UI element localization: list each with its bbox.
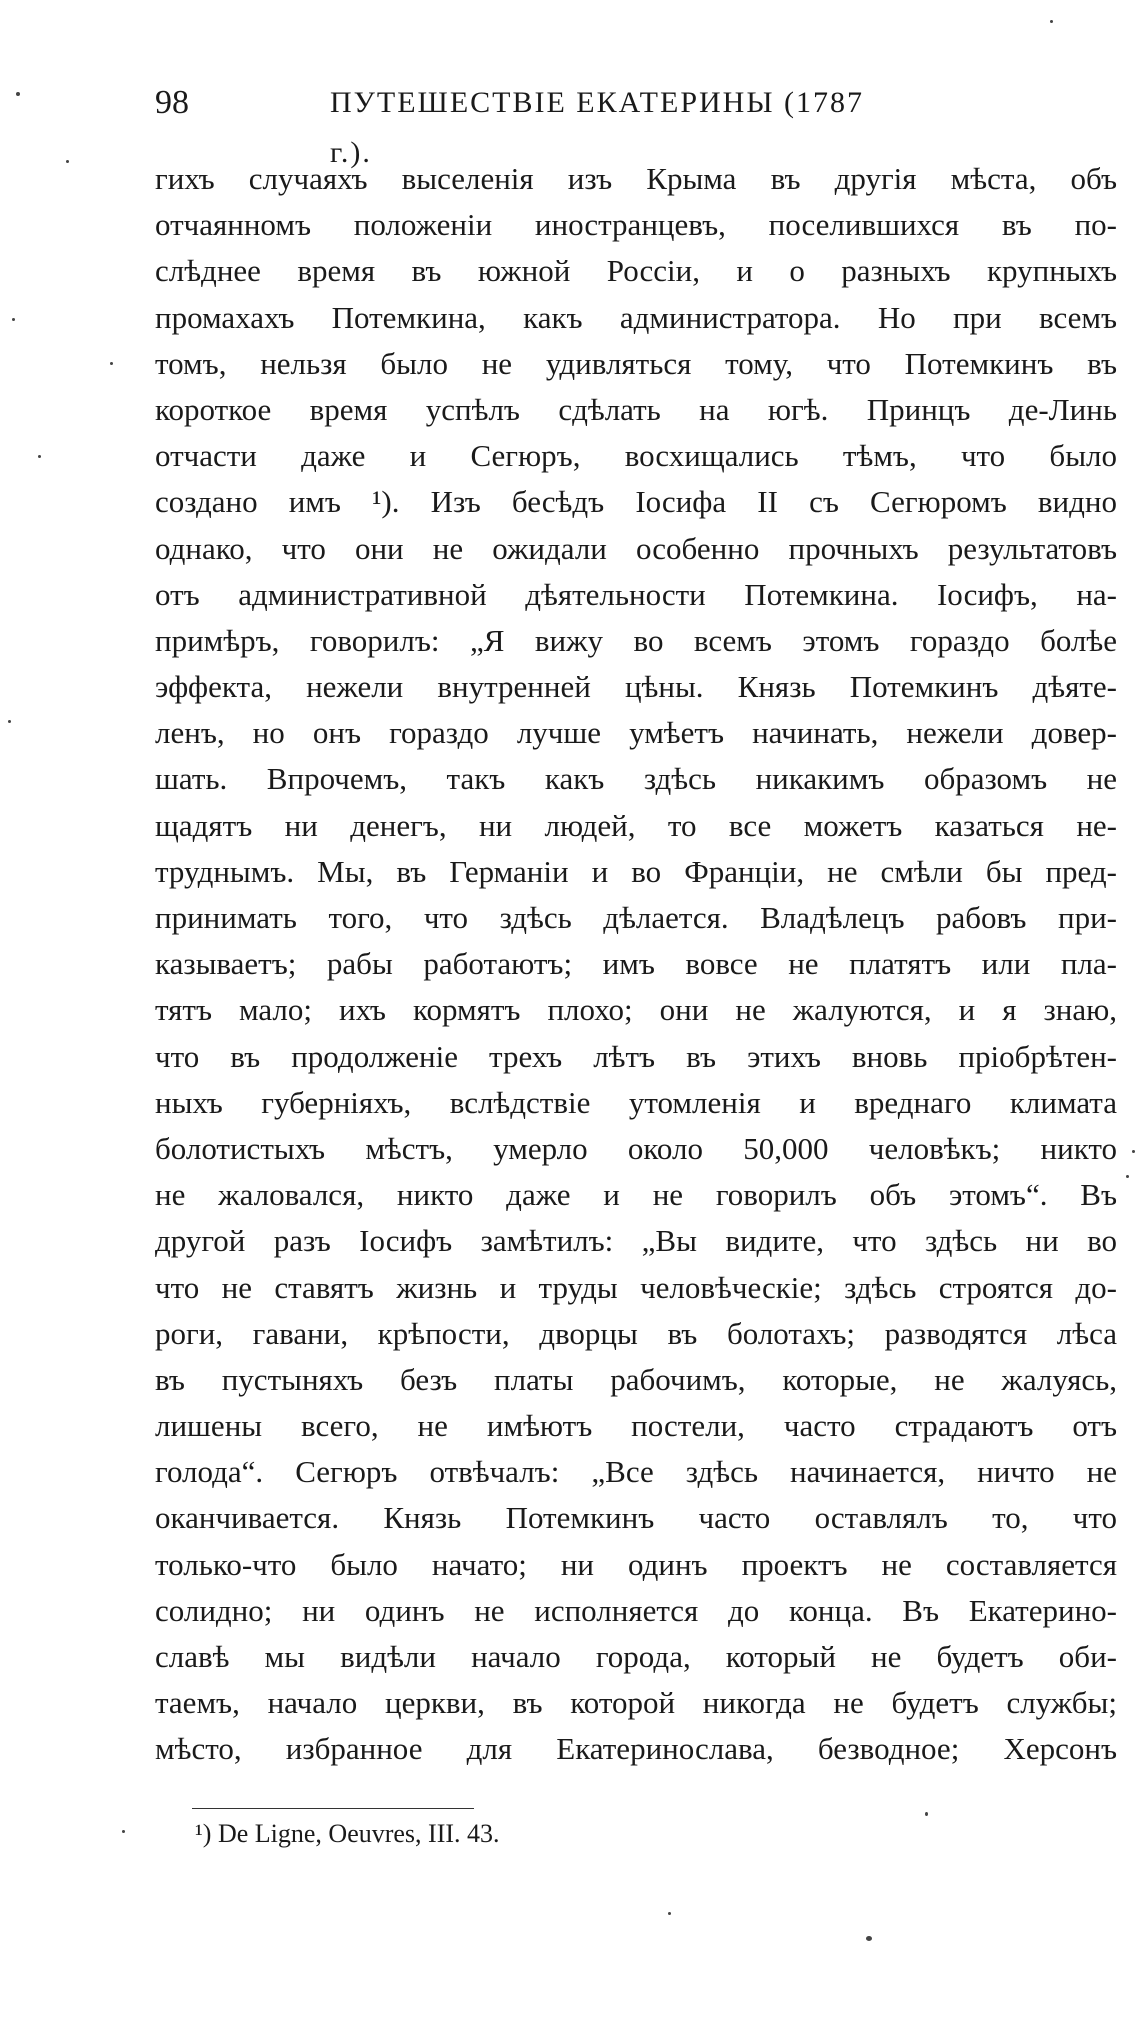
text-line: томъ, нельзя было не удивляться тому, что Потемкинъ въ <box>155 345 1117 381</box>
text-line: принимать того, что здѣсь дѣлается. Владѣлецъ рабовъ при- <box>155 900 1117 935</box>
text-line: слѣднее время въ южной Россіи, и о разныхъ крупныхъ <box>155 253 1117 289</box>
text-line: создано имъ ¹). Изъ бесѣдъ Іосифа II съ Сегюромъ видно <box>155 484 1117 520</box>
scan-speck <box>16 92 20 96</box>
footnote-rule <box>192 1808 474 1809</box>
body-text <box>155 156 1117 1773</box>
text-line: труднымъ. Мы, въ Германіи и во Франціи, не смѣли бы пред- <box>155 853 1117 889</box>
text-line: эффекта, нежели внутренней цѣны. Князь Потемкинъ дѣяте- <box>155 669 1117 705</box>
running-head <box>155 78 915 169</box>
scan-speck <box>66 160 69 163</box>
text-line: въ пустыняхъ безъ платы рабочимъ, которые, не жалуясь, <box>155 1361 1117 1397</box>
text-line: голода“. Сегюръ отвѣчалъ: „Все здѣсь начинается, ничто не <box>155 1454 1117 1490</box>
text-line: гихъ случаяхъ выселенія изъ Крыма въ другія мѣста, объ <box>155 161 1117 196</box>
scan-speck <box>12 318 15 321</box>
text-line: однако, что они не ожидали особенно прочныхъ результатовъ <box>155 530 1117 566</box>
scan-speck <box>8 720 11 723</box>
text-line: ныхъ губерніяхъ, вслѣдствіе утомленія и вреднаго климата <box>155 1084 1117 1120</box>
text-line: не жаловался, никто даже и не говорилъ объ этомъ“. Въ <box>155 1177 1117 1213</box>
scan-speck <box>38 455 41 458</box>
scan-speck <box>122 1830 125 1833</box>
running-title: ПУТЕШЕСТВІЕ ЕКАТЕРИНЫ (1787 г.). <box>330 86 864 169</box>
scan-speck <box>668 1912 671 1915</box>
text-line: лишены всего, не имѣютъ постели, часто страдаютъ отъ <box>155 1408 1117 1444</box>
text-line: другой разъ Іосифъ замѣтилъ: „Вы видите, что здѣсь ни во <box>155 1223 1117 1259</box>
text-line: что не ставятъ жизнь и труды человѣческіе; здѣсь строятся до- <box>155 1269 1117 1305</box>
text-line: таемъ, начало церкви, въ которой никогда не будетъ службы; <box>155 1685 1117 1721</box>
text-line: мѣсто, избранное для Екатеринослава, безводное; Херсонъ <box>155 1731 1117 1767</box>
text-line: шать. Впрочемъ, такъ какъ здѣсь никакимъ образомъ не <box>155 761 1117 797</box>
scan-speck <box>110 362 113 365</box>
page-number: 98 <box>155 84 189 121</box>
text-line: болотистыхъ мѣстъ, умерло около 50,000 человѣкъ; никто <box>155 1130 1117 1166</box>
text-line: казываетъ; рабы работаютъ; имъ вовсе не платятъ или пла- <box>155 946 1117 982</box>
scan-speck <box>1050 20 1053 23</box>
text-line: славѣ мы видѣли начало города, который не будетъ оби- <box>155 1639 1117 1674</box>
text-line: только-что было начато; ни одинъ проектъ не составляется <box>155 1546 1117 1582</box>
text-line: что въ продолженіе трехъ лѣтъ въ этихъ вновь пріобрѣтен- <box>155 1038 1117 1074</box>
text-line: роги, гавани, крѣпости, дворцы въ болотахъ; разводятся лѣса <box>155 1315 1117 1351</box>
scan-speck <box>866 1936 872 1941</box>
text-line: оканчивается. Князь Потемкинъ часто оставлялъ то, что <box>155 1500 1117 1536</box>
text-line: отчасти даже и Сегюръ, восхищались тѣмъ, что было <box>155 438 1117 474</box>
text-line: щадятъ ни денегъ, ни людей, то все можетъ казаться не- <box>155 807 1117 843</box>
text-line: ленъ, но онъ гораздо лучше умѣетъ начинать, нежели довер- <box>155 715 1117 751</box>
scan-speck <box>1132 1150 1135 1153</box>
text-line: отъ административной дѣятельности Потемкина. Іосифъ, на- <box>155 576 1117 612</box>
text-line: примѣръ, говорилъ: „Я вижу во всемъ этомъ гораздо болѣе <box>155 622 1117 658</box>
text-line: короткое время успѣлъ сдѣлать на югѣ. Принцъ де-Линь <box>155 391 1117 427</box>
text-line: солидно; ни одинъ не исполняется до конца. Въ Екатерино- <box>155 1592 1117 1628</box>
text-line: отчаянномъ положеніи иностранцевъ, поселившихся въ по- <box>155 207 1117 243</box>
text-line: промахахъ Потемкина, какъ администратора. Но при всемъ <box>155 299 1117 335</box>
scan-speck <box>1126 1175 1129 1178</box>
scan-speck <box>925 1812 928 1816</box>
text-line: тятъ мало; ихъ кормятъ плохо; они не жалуются, и я знаю, <box>155 992 1117 1028</box>
footnote: ¹) De Ligne, Oeuvres, III. 43. <box>195 1819 500 1848</box>
